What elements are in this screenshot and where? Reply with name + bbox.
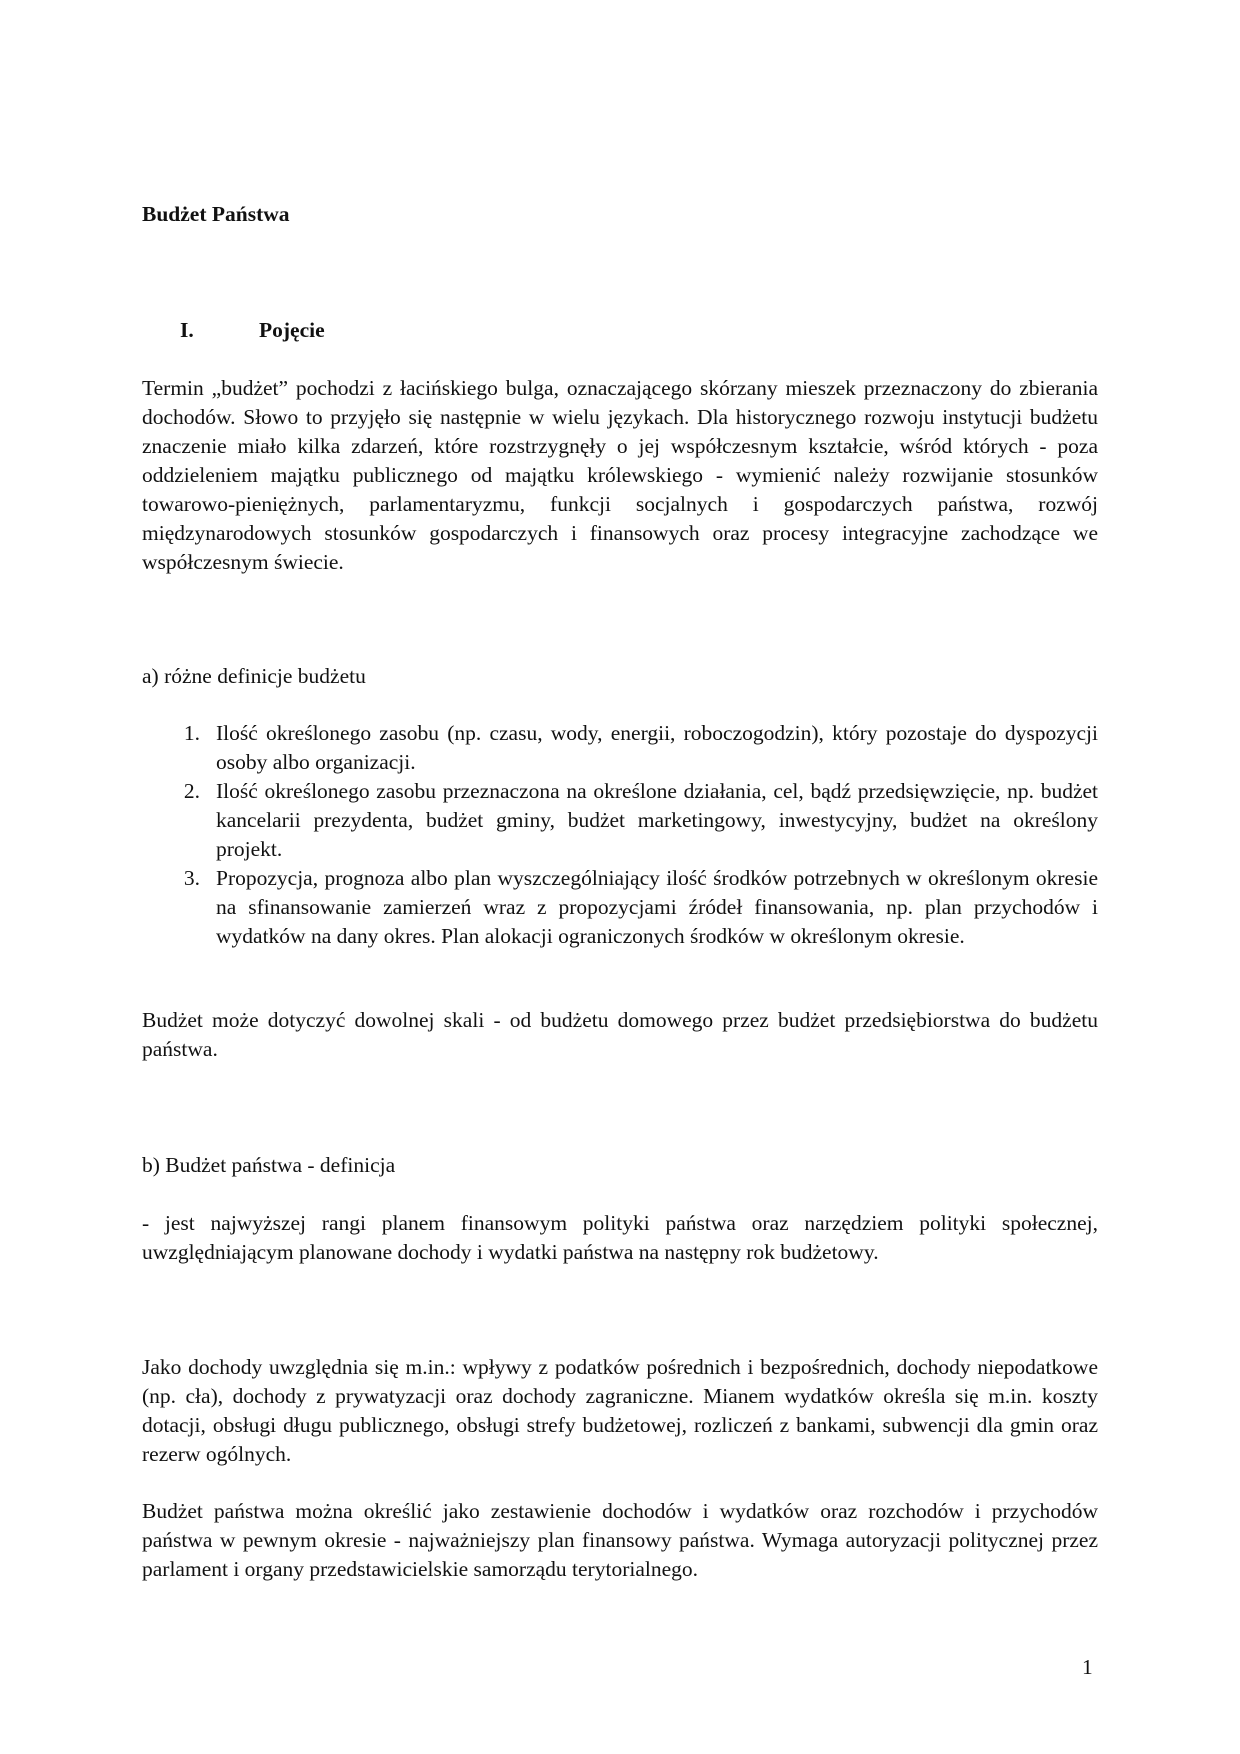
list-marker: 1. (183, 721, 200, 745)
document-title: Budżet Państwa (142, 202, 290, 226)
page-number: 1 (1082, 1655, 1093, 1679)
list-marker: 2. (183, 779, 200, 803)
list-item (142, 719, 1098, 777)
definitions-list (142, 719, 1098, 951)
section-heading (142, 316, 325, 345)
scale-paragraph: Budżet może dotyczyć dowolnej skali - od budżetu domowego przez budżet przedsiębiorstwa do budżetu państwa. (142, 1008, 1098, 1061)
section-title: Pojęcie (259, 318, 325, 342)
final-paragraph: Budżet państwa można określić jako zestawienie dochodów i wydatków oraz rozchodów i przychodów państwa w pewnym okresie - najważniejszy plan finansowy państwa. Wymaga autoryzacji politycznej przez parlament i organy przedstawicielskie samorządu terytorialnego. (142, 1499, 1098, 1581)
list-item (142, 777, 1098, 864)
list-item (142, 864, 1098, 951)
list-marker: 3. (183, 866, 200, 890)
intro-paragraph: Termin „budżet” pochodzi z łacińskiego bulga, oznaczającego skórzany mieszek przeznaczony do zbierania dochodów. Słowo to przyjęło się następnie w wielu językach. Dla historycznego rozwoju instytucji budżetu znaczenie miało kilka zdarzeń, które rozstrzygnęły o jej współczesnym kształcie, wśród których - poza oddzieleniem majątku publicznego od majątku królewskiego - wymienić należy rozwijanie stosunków towarowo-pieniężnych, parlamentaryzmu, funkcji socjalnych i gospodarczych państwa, rozwój międzynarodowych stosunków gospodarczych i finansowych oraz procesy integracyjne zachodzące we współczesnym świecie. (142, 376, 1098, 574)
income-paragraph: Jako dochody uwzględnia się m.in.: wpływy z podatków pośrednich i bezpośrednich, dochody niepodatkowe (np. cła), dochody z prywatyzacji oraz dochody zagraniczne. Mianem wydatków określa się m.in. koszty dotacji, obsługi długu publicznego, obsługi strefy budżetowej, rozliczeń z bankami, subwencji dla gmin oraz rezerw ogólnych. (142, 1355, 1098, 1466)
list-item-text: Ilość określonego zasobu przeznaczona na określone działania, cel, bądź przedsięwzięcie, np. budżet kancelarii prezydenta, budżet gminy, budżet marketingowy, inwestycyjny, budżet na określony projekt. (216, 779, 1098, 861)
list-item-text: Propozycja, prognoza albo plan wyszczególniający ilość środków potrzebnych w określonym okresie na sfinansowanie zamierzeń wraz z propozycjami źródeł finansowania, np. plan przychodów i wydatków na dany okres. Plan alokacji ograniczonych środków w określonym okresie. (216, 866, 1098, 948)
definition-b-paragraph: - jest najwyższej rangi planem finansowym polityki państwa oraz narzędziem polityki społecznej, uwzględniającym planowane dochody i wydatki państwa na następny rok budżetowy. (142, 1211, 1098, 1264)
list-item-text: Ilość określonego zasobu (np. czasu, wody, energii, roboczogodzin), który pozostaje do dyspozycji osoby albo organizacji. (216, 721, 1098, 774)
subsection-b-heading: b) Budżet państwa - definicja (142, 1153, 396, 1177)
section-number: I. (180, 318, 194, 342)
subsection-a-heading: a) różne definicje budżetu (142, 664, 366, 688)
